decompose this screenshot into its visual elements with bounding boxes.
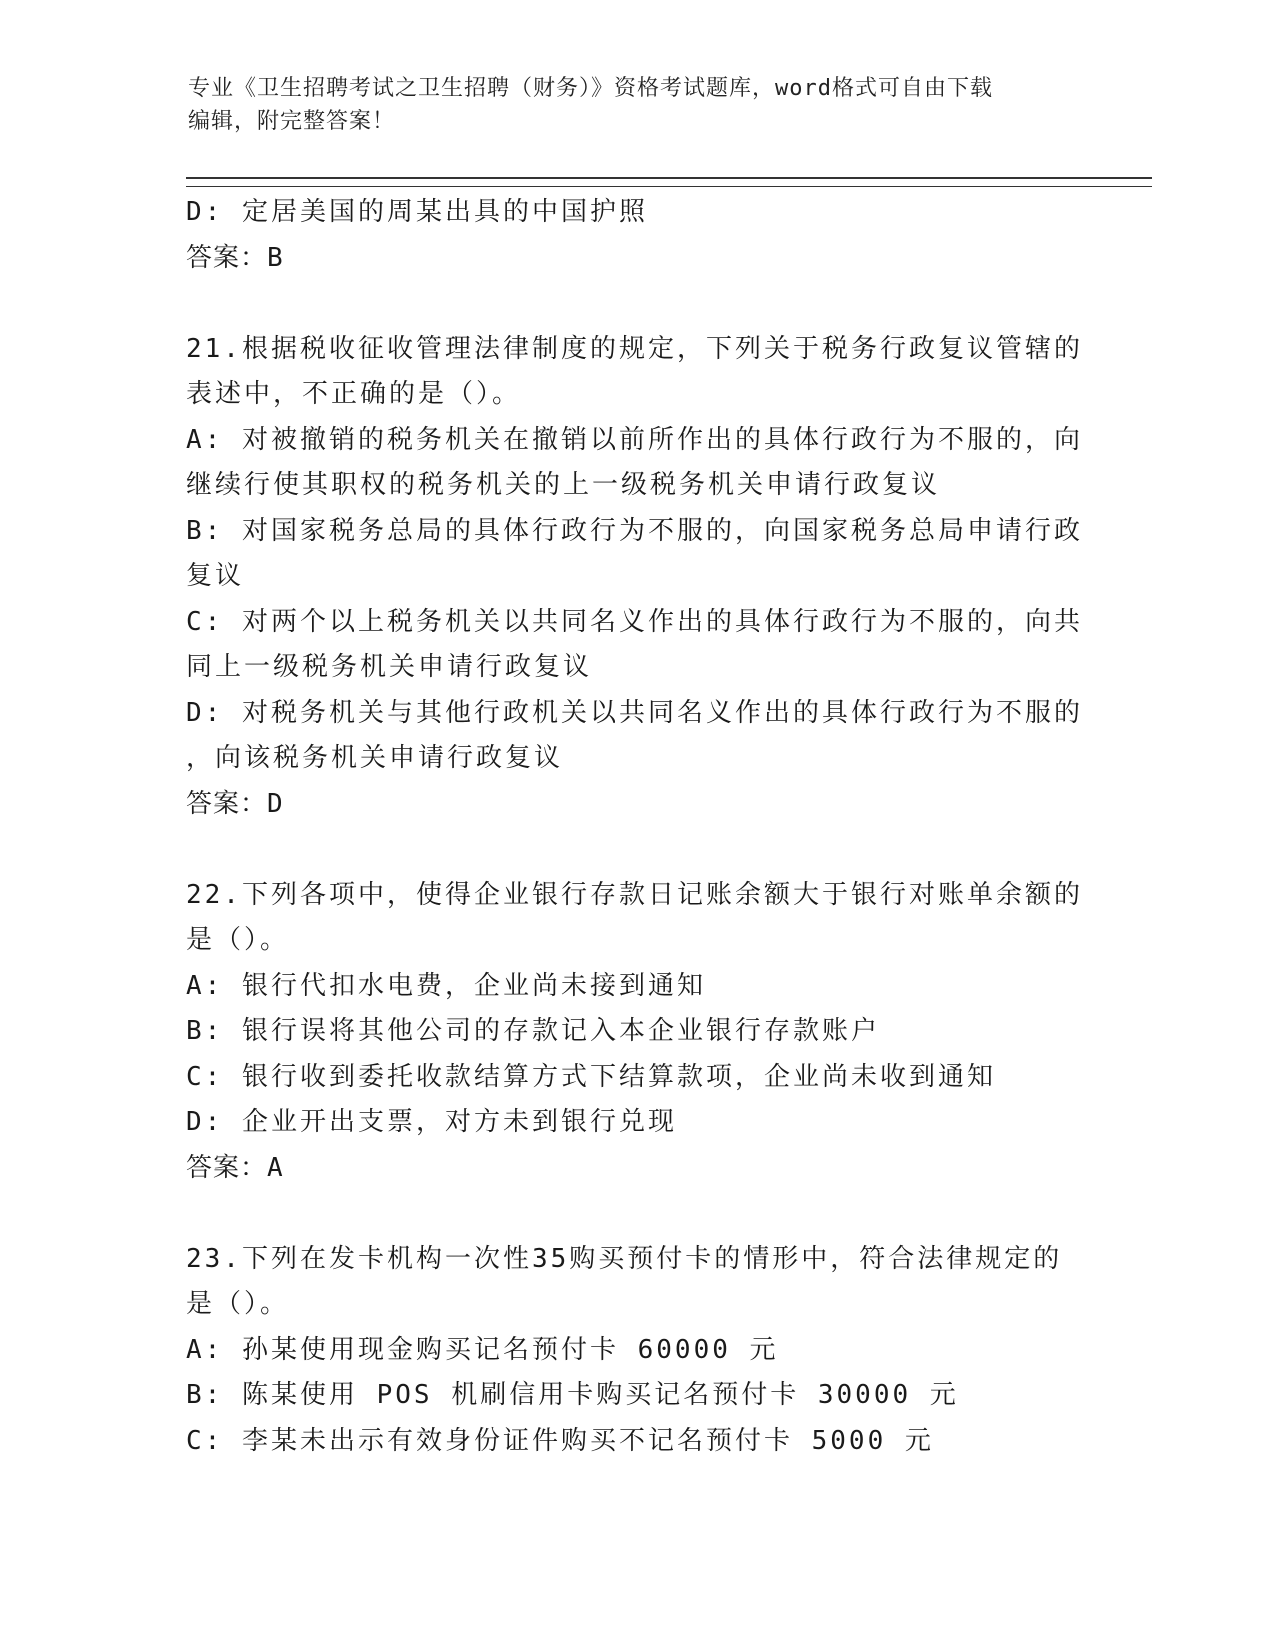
question-stem-line: 21.根据税收征收管理法律制度的规定，下列关于税务行政复议管辖的 — [186, 333, 1083, 364]
question-stem-line: 是（）。 — [186, 1289, 290, 1319]
question-stem-line: 23.下列在发卡机构一次性35购买预付卡的情形中，符合法律规定的 — [186, 1243, 1063, 1274]
answer-label: 答案： — [186, 242, 268, 273]
option-b: B: 对国家税务总局的具体行政行为不服的，向国家税务总局申请行政 — [186, 515, 1083, 546]
question-22 — [186, 873, 1086, 1192]
answer-line — [186, 236, 1086, 282]
page-content — [186, 190, 1086, 1464]
answer-line — [186, 1146, 1086, 1192]
answer-line — [186, 782, 1086, 828]
option-b-cont: 复议 — [186, 561, 245, 591]
answer-value: A — [267, 1152, 284, 1183]
option-d: D: 对税务机关与其他行政机关以共同名义作出的具体行政行为不服的 — [186, 697, 1083, 728]
option-a: A: 孙某使用现金购买记名预付卡 60000 元 — [186, 1334, 779, 1365]
header-line-2: 编辑，附完整答案！ — [188, 109, 396, 134]
option-a: A: 银行代扣水电费，企业尚未接到通知 — [186, 970, 706, 1001]
question-stem-line: 是（）。 — [186, 925, 290, 955]
question-stem-line: 22.下列各项中，使得企业银行存款日记账余额大于银行对账单余额的 — [186, 879, 1083, 910]
option-c-cont: 同上一级税务机关申请行政复议 — [186, 652, 593, 682]
spacer — [186, 827, 1086, 873]
question-23 — [186, 1237, 1086, 1465]
question-stem-line: 表述中，不正确的是（）。 — [186, 379, 522, 409]
option-c: C: 对两个以上税务机关以共同名义作出的具体行政行为不服的，向共 — [186, 606, 1083, 637]
page-header — [188, 72, 1068, 138]
question-21 — [186, 327, 1086, 828]
option-a-cont: 继续行使其职权的税务机关的上一级税务机关申请行政复议 — [186, 470, 941, 500]
option-c: C: 银行收到委托收款结算方式下结算款项，企业尚未收到通知 — [186, 1061, 996, 1092]
header-line-1: 专业《卫生招聘考试之卫生招聘（财务）》资格考试题库，word格式可自由下载 — [188, 76, 993, 101]
option-d: D: 定居美国的周某出具的中国护照 — [186, 197, 648, 227]
answer-value: D — [267, 788, 284, 819]
answer-label: 答案： — [186, 788, 268, 819]
option-c: C: 李某未出示有效身份证件购买不记名预付卡 5000 元 — [186, 1425, 934, 1456]
option-d: D: 企业开出支票，对方未到银行兑现 — [186, 1107, 677, 1137]
answer-label: 答案： — [186, 1152, 268, 1183]
option-a: A: 对被撤销的税务机关在撤销以前所作出的具体行政行为不服的，向 — [186, 424, 1083, 455]
option-b: B: 银行误将其他公司的存款记入本企业银行存款账户 — [186, 1016, 880, 1046]
answer-value: B — [267, 242, 284, 273]
header-divider — [186, 177, 1152, 187]
spacer — [186, 281, 1086, 327]
option-b: B: 陈某使用 POS 机刷信用卡购买记名预付卡 30000 元 — [186, 1380, 959, 1410]
option-d-cont: ，向该税务机关申请行政复议 — [186, 743, 564, 773]
spacer — [186, 1191, 1086, 1237]
